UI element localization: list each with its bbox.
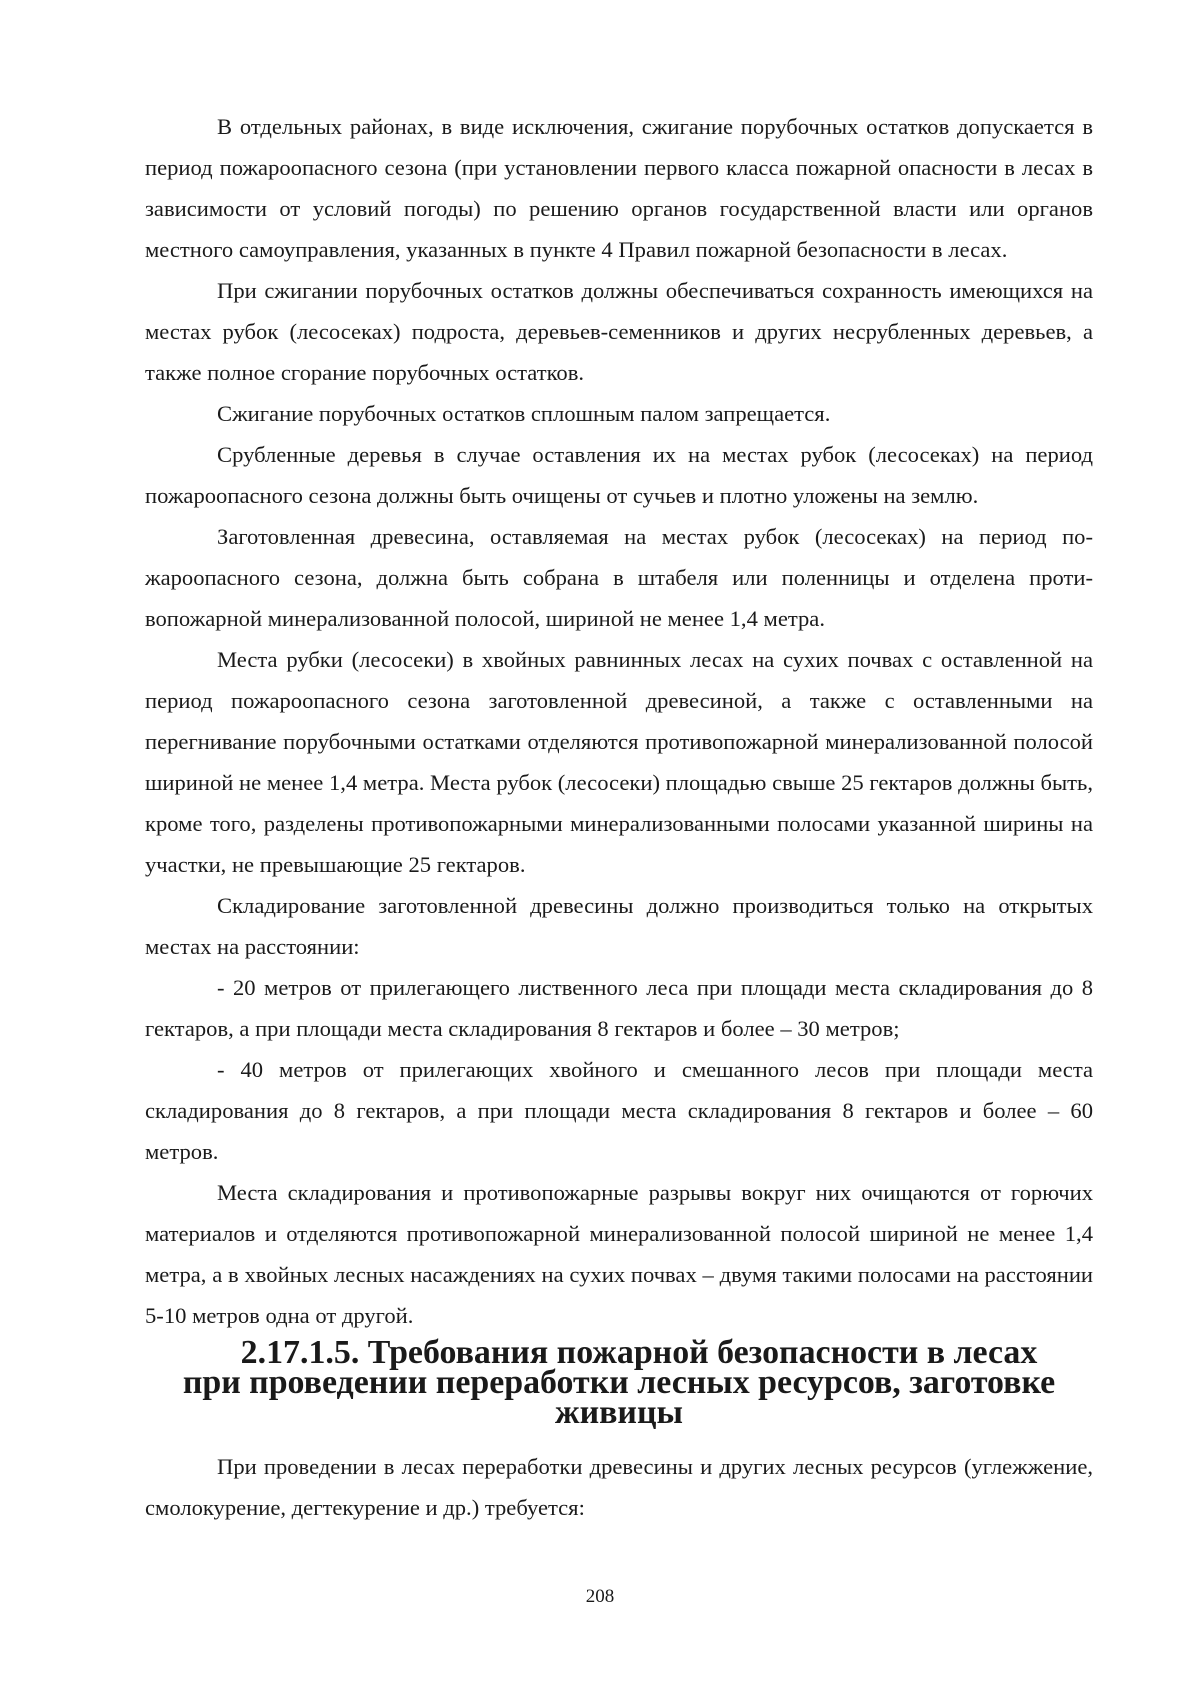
paragraph-cutting-areas: Места рубки (лесосеки) в хвойных равнинных лесах на сухих почвах с оставленной на период пожароопасного сезона заготовленной древесиной, а также с оставленными на перегнивание порубочными остатками отделяются противопожарной минерализованной полосой шириной не менее 1,4 метра. Места рубок (лесосеки) площадью свыше 25 гектаров должны быть, кроме того, разделены противопожарными минерализованными полосами указанной ширины на участки, не превышающие 25 гектаров. bbox=[145, 647, 1093, 877]
paragraph-harvested-wood: Заготовленная древесина, оставляемая на местах рубок (лесосеках) на период пожароопасного сезона, должна быть собрана в штабеля или поленницы и отделена противопожарной минерализованной полосой, шириной не менее 1,4 метра. bbox=[145, 524, 1093, 631]
list-item-coniferous-distance: - 40 метров от прилегающих хвойного и смешанного лесов при площади места складирования до 8 гектаров, а при площади места складирования 8 гектаров и более – 60 метров. bbox=[145, 1057, 1093, 1164]
paragraph-burning-exceptions: В отдельных районах, в виде исключения, сжигание порубочных остатков допускается в период пожароопасного сезона (при установлении первого класса пожарной опасности в лесах в зависимости от условий погоды) по решению органов государственной власти или органов местного самоуправления, указанных в пункте 4 Правил пожарной безопасности в лесах. bbox=[145, 114, 1093, 262]
page-number: 208 bbox=[585, 1586, 615, 1607]
paragraph-storage-intro: Складирование заготовленной древесины должно производиться только на открытых местах на расстоянии: bbox=[145, 893, 1093, 959]
list-item-deciduous-distance: - 20 метров от прилегающего лиственного леса при площади места складирования до 8 гектаров, а при площади места складирования 8 гектаров и более – 30 метров; bbox=[145, 975, 1093, 1041]
section-heading bbox=[145, 1336, 1093, 1446]
page-body bbox=[145, 106, 1093, 1528]
section-heading-line-1: 2.17.1.5. Требования пожарной безопасности в лесах bbox=[240, 1334, 1038, 1371]
paragraph-storage-clearing: Места складирования и противопожарные разрывы вокруг них очищаются от горючих материалов и отделяются противопожарной минерализованной полосой шириной не менее 1,4 метра, а в хвойных лесных насаждениях на сухих почвах – двумя такими полосами на расстоянии 5-10 метров одна от другой. bbox=[145, 1180, 1093, 1328]
paragraph-solid-fire-ban: Сжигание порубочных остатков сплошным палом запрещается. bbox=[217, 401, 831, 426]
paragraph-processing-requirements: При проведении в лесах переработки древесины и других лесных ресурсов (углежжение, смолокурение, дегтекурение и др.) требуется: bbox=[145, 1454, 1093, 1520]
paragraph-burning-preservation: При сжигании порубочных остатков должны обеспечиваться сохранность имеющихся на местах рубок (лесосеках) подроста, деревьев-семенников и других несрубленных деревьев, а также полное сгорание порубочных остатков. bbox=[145, 278, 1093, 385]
section-heading-line-2: при проведении переработки лесных ресурсов, заготовке живицы bbox=[182, 1364, 1056, 1431]
paragraph-felled-trees: Срубленные деревья в случае оставления их на местах рубок (лесосеках) на период пожароопасного сезона должны быть очищены от сучьев и плотно уложены на землю. bbox=[145, 442, 1093, 508]
